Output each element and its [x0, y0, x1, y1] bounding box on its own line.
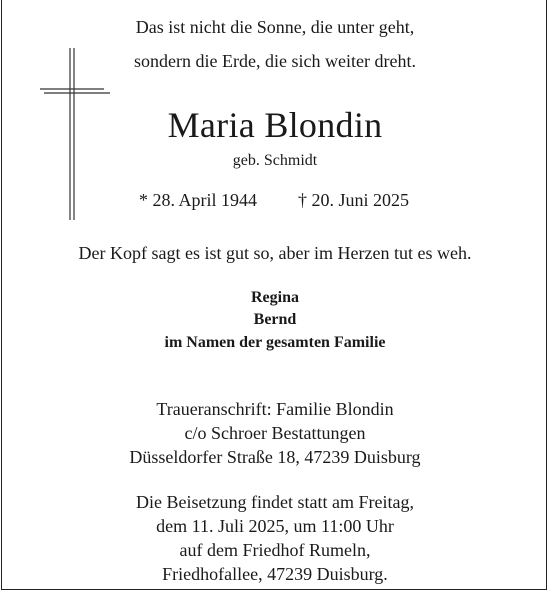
- quote: Der Kopf sagt es ist gut so, aber im Herzen tut es weh.: [78, 243, 472, 263]
- funeral-line-4: Friedhofallee, 47239 Duisburg.: [162, 564, 388, 584]
- address-line-3: Düsseldorfer Straße 18, 47239 Duisburg: [129, 447, 421, 467]
- funeral-line-1: Die Beisetzung findet statt am Freitag,: [136, 492, 414, 512]
- deceased-name: Maria Blondin: [167, 105, 383, 145]
- mourner-family: im Namen der gesamten Familie: [164, 334, 386, 351]
- verse-line-2: sondern die Erde, die sich weiter dreht.: [134, 51, 416, 71]
- funeral-line-2: dem 11. Juli 2025, um 11:00 Uhr: [156, 516, 394, 536]
- maiden-name: geb. Schmidt: [232, 152, 318, 169]
- address-line-2: c/o Schroer Bestattungen: [184, 423, 366, 443]
- address-line-1: Traueranschrift: Familie Blondin: [156, 399, 394, 419]
- death-date: † 20. Juni 2025: [298, 190, 410, 210]
- mourner-2: Bernd: [253, 311, 297, 328]
- birth-date: * 28. April 1944: [139, 190, 258, 210]
- verse-line-1: Das ist nicht die Sonne, die unter geht,: [135, 17, 415, 37]
- mourner-1: Regina: [251, 289, 299, 306]
- funeral-line-3: auf dem Friedhof Rumeln,: [179, 540, 371, 560]
